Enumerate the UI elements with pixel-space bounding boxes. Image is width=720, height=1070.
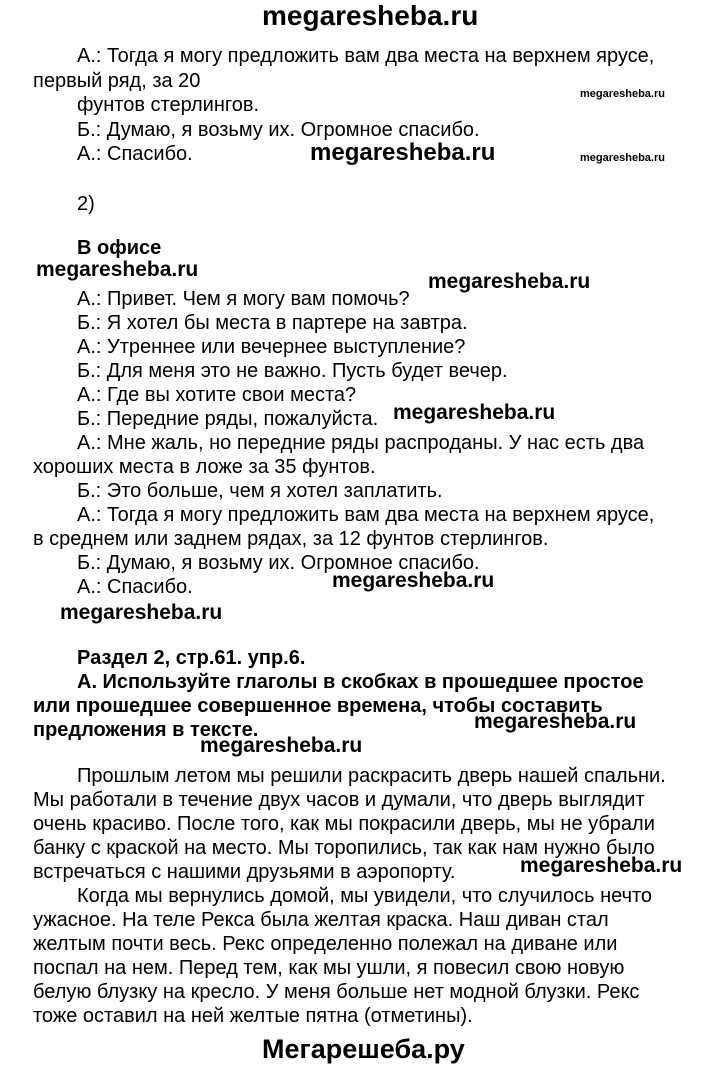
dialog1-line-1: А.: Тогда я могу предложить вам два места на верхнем ярусе, — [77, 45, 655, 67]
exercise-text-line: встречаться с нашими друзьями в аэропорту. — [33, 861, 456, 883]
dialog1-line-2: первый ряд, за 20 — [33, 70, 201, 92]
dialog2-line: Б.: Я хотел бы места в партере на завтра. — [77, 312, 468, 334]
exercise-heading: Раздел 2, стр.61. упр.6. — [77, 647, 306, 669]
exercise-text-line: банку с краской на место. Мы торопились, так как нам нужно было — [33, 837, 655, 859]
watermark: megaresheba.ru — [36, 258, 199, 281]
dialog2-line: Б.: Для меня это не важно. Пусть будет вечер. — [77, 360, 508, 382]
dialog2-line: А.: Привет. Чем я могу вам помочь? — [77, 288, 410, 310]
dialog1-line-4: Б.: Думаю, я возьму их. Огромное спасибо. — [77, 119, 480, 141]
exercise-text-line: белую блузку на кресло. У меня больше нет модной блузки. Рекс — [33, 981, 640, 1003]
header-site-title: megaresheba.ru — [262, 0, 479, 31]
dialog1-line-5: А.: Спасибо. — [77, 143, 193, 165]
exercise-task-line: предложения в тексте. — [33, 719, 259, 741]
watermark: megaresheba.ru — [393, 401, 556, 424]
exercise-text-line: очень красиво. После того, как мы покрасили дверь, мы не убрали — [33, 813, 655, 835]
section-title: В офисе — [77, 237, 162, 259]
watermark: megaresheba.ru — [580, 88, 665, 100]
footer-site-title: Мегарешеба.ру — [262, 1034, 465, 1064]
dialog2-line: Б.: Думаю, я возьму их. Огромное спасибо. — [77, 552, 480, 574]
watermark: megaresheba.ru — [310, 139, 496, 166]
dialog2-line: Б.: Передние ряды, пожалуйста. — [77, 408, 379, 430]
exercise-text-line: поспал на нем. Перед тем, как мы ушли, я повесил свою новую — [33, 957, 625, 979]
watermark: megaresheba.ru — [428, 270, 591, 293]
exercise-text-line: ужасное. На теле Рекса была желтая краска. Наш диван стал — [33, 909, 609, 931]
exercise-text-line: тоже оставил на ней желтые пятна (отметины). — [33, 1005, 473, 1027]
exercise-text-line: Мы работали в течение двух часов и думали, что дверь выглядит — [33, 789, 645, 811]
exercise-text-line: желтым почти весь. Рекс определенно полежал на диване или — [33, 933, 618, 955]
watermark: megaresheba.ru — [474, 710, 637, 733]
watermark: megaresheba.ru — [332, 569, 495, 592]
watermark: megaresheba.ru — [200, 734, 363, 757]
dialog2-line: А.: Мне жаль, но передние ряды распроданы. У нас есть два — [77, 432, 645, 454]
dialog2-line: А.: Где вы хотите свои места? — [77, 384, 357, 406]
watermark: megaresheba.ru — [60, 601, 223, 624]
dialog1-line-3: фунтов стерлингов. — [77, 94, 260, 116]
dialog2-line: в среднем или заднем рядах, за 12 фунтов стерлингов. — [33, 528, 549, 550]
watermark: megaresheba.ru — [580, 152, 665, 164]
watermark: megaresheba.ru — [520, 854, 683, 877]
dialog2-line: А.: Тогда я могу предложить вам два места на верхнем ярусе, — [77, 504, 655, 526]
dialog2-line: А.: Спасибо. — [77, 576, 193, 598]
exercise-text-line: Прошлым летом мы решили раскрасить дверь нашей спальни. — [77, 765, 666, 787]
exercise-text-line: Когда мы вернулись домой, мы увидели, что случилось нечто — [77, 885, 653, 907]
section-number: 2) — [77, 193, 95, 215]
exercise-task-line: А. Используйте глаголы в скобках в прошедшее простое — [77, 671, 644, 693]
dialog2-line: А.: Утреннее или вечернее выступление? — [77, 336, 466, 358]
dialog2-line: Б.: Это больше, чем я хотел заплатить. — [77, 480, 443, 502]
dialog2-line: хороших места в ложе за 35 фунтов. — [33, 456, 376, 478]
exercise-task-line: или прошедшее совершенное времена, чтобы составить — [33, 695, 603, 717]
